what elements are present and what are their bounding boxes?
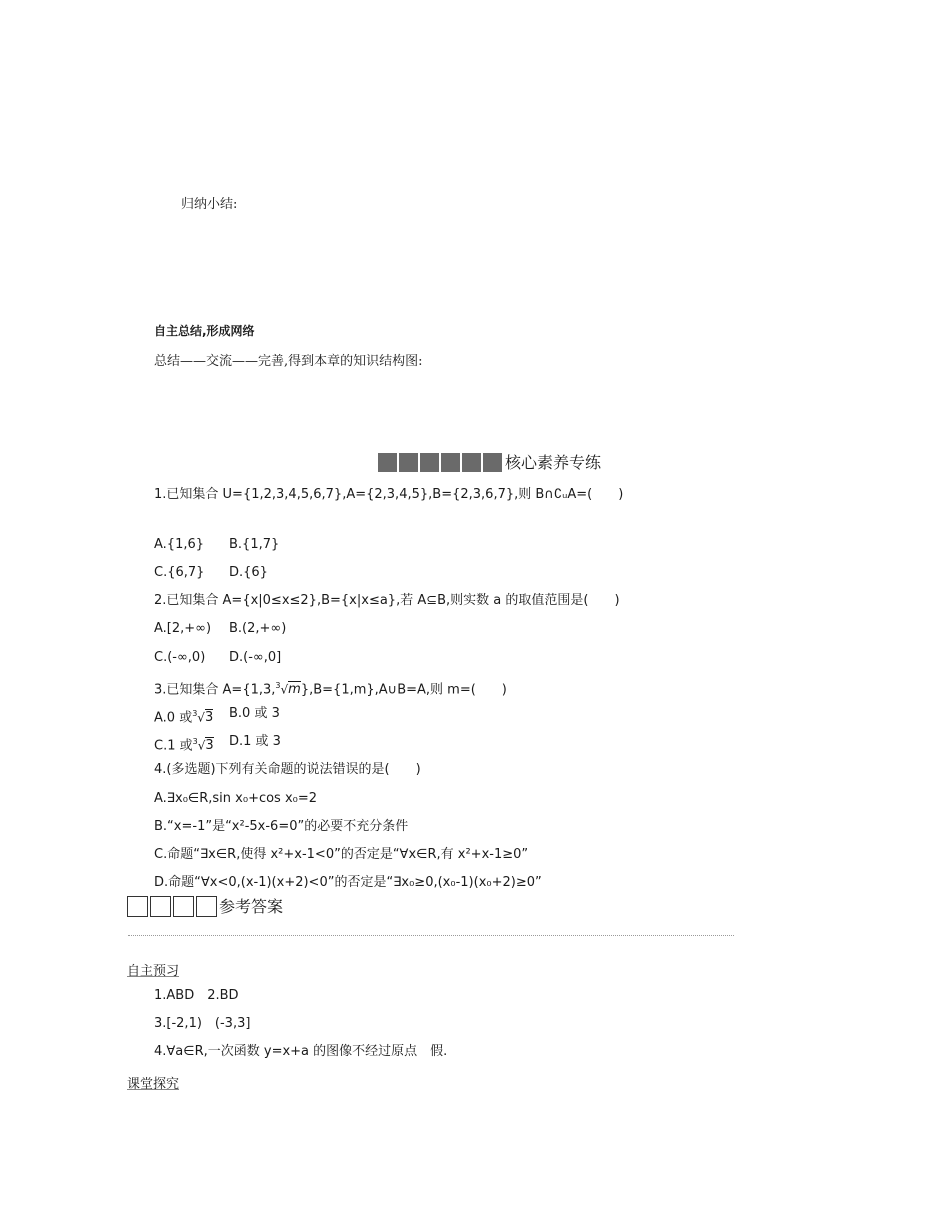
question-3: [154, 678, 507, 698]
banner-block: [419, 452, 440, 473]
answer-line-2: 3.[-2,1) (-3,3]: [154, 1016, 251, 1031]
banner-block: [482, 452, 503, 473]
q3-option-c-index: 3: [192, 737, 198, 746]
q1-option-c: C.{6,7}: [154, 565, 205, 580]
q3-before: 3.已知集合 A={1,3,: [154, 682, 276, 698]
banner-block: [196, 896, 217, 917]
practice-section-banner: [377, 452, 601, 473]
q2-option-a: A.[2,+∞): [154, 621, 212, 636]
divider: [128, 935, 734, 936]
radical-sign-icon: √: [197, 738, 206, 753]
q3-radical-index: 3: [275, 681, 281, 690]
q1-prefix: 1.已知集合: [154, 487, 223, 502]
q3-option-c-radicand: 3: [205, 738, 214, 754]
question-1: [154, 487, 623, 503]
banner-block: [398, 452, 419, 473]
q1-set-a: A={2,3,4,5},: [346, 487, 433, 502]
q3-option-c: [154, 734, 214, 754]
self-summary-text: 总结——交流——完善,得到本章的知识结构图:: [154, 354, 423, 369]
q4-option-b: B.“x=-1”是“x²-5x-6=0”的必要不充分条件: [154, 819, 409, 834]
q2-option-d: D.(-∞,0]: [229, 650, 282, 665]
q1-ask: 则 B∩∁ᵤA=( ): [518, 487, 624, 502]
q3-option-c-text: C.1 或: [154, 738, 193, 754]
q2-option-b: B.(2,+∞): [229, 621, 287, 636]
radical-sign-icon: √: [280, 682, 289, 697]
question-4: 4.(多选题)下列有关命题的说法错误的是( ): [154, 762, 421, 777]
q3-option-a-radicand: 3: [204, 710, 214, 726]
banner-block: [127, 896, 148, 917]
answer-line-1: 1.ABD 2.BD: [154, 988, 239, 1003]
summary-label: 归纳小结:: [181, 197, 238, 212]
q3-option-b: B.0 或 3: [229, 706, 280, 721]
self-summary-heading: 自主总结,形成网络: [154, 324, 255, 338]
q1-option-b: B.{1,7}: [229, 537, 280, 552]
answers-section-class: 课堂探究: [127, 1077, 180, 1092]
q1-option-d: D.{6}: [229, 565, 268, 580]
question-2: 2.已知集合 A={x|0≤x≤2},B={x|x≤a},若 A⊆B,则实数 a 的取值范围是( ): [154, 593, 620, 608]
answers-title: 参考答案: [219, 897, 284, 916]
q4-option-d: D.命题“∀x<0,(x-1)(x+2)<0”的否定是“∃x₀≥0,(x₀-1)(x₀+2)≥0”: [154, 875, 542, 890]
q3-radicand: m: [288, 682, 301, 698]
q3-option-a-index: 3: [192, 709, 198, 718]
banner-block: [377, 452, 398, 473]
answers-section-banner: [127, 896, 283, 917]
q2-option-c: C.(-∞,0): [154, 650, 206, 665]
banner-block: [150, 896, 171, 917]
q1-option-a: A.{1,6}: [154, 537, 205, 552]
q1-set-b: B={2,3,6,7},: [432, 487, 519, 502]
q3-option-a: [154, 706, 213, 726]
answers-section-preview: 自主预习: [127, 964, 180, 979]
q4-option-c: C.命题“∃x∈R,使得 x²+x-1<0”的否定是“∀x∈R,有 x²+x-1≥0”: [154, 847, 529, 862]
banner-block: [440, 452, 461, 473]
q3-option-d: D.1 或 3: [229, 734, 281, 749]
banner-block: [173, 896, 194, 917]
answer-line-3: 4.∀a∈R,一次函数 y=x+a 的图像不经过原点 假.: [154, 1044, 448, 1059]
q3-option-a-text: A.0 或: [154, 710, 193, 726]
q1-set-u: U={1,2,3,4,5,6,7},: [222, 487, 347, 502]
q4-option-a: A.∃x₀∈R,sin x₀+cos x₀=2: [154, 791, 318, 806]
q3-after: },B={1,m},A∪B=A,则 m=( ): [300, 682, 507, 698]
banner-block: [461, 452, 482, 473]
radical-sign-icon: √: [197, 710, 205, 725]
practice-title: 核心素养专练: [505, 453, 602, 472]
